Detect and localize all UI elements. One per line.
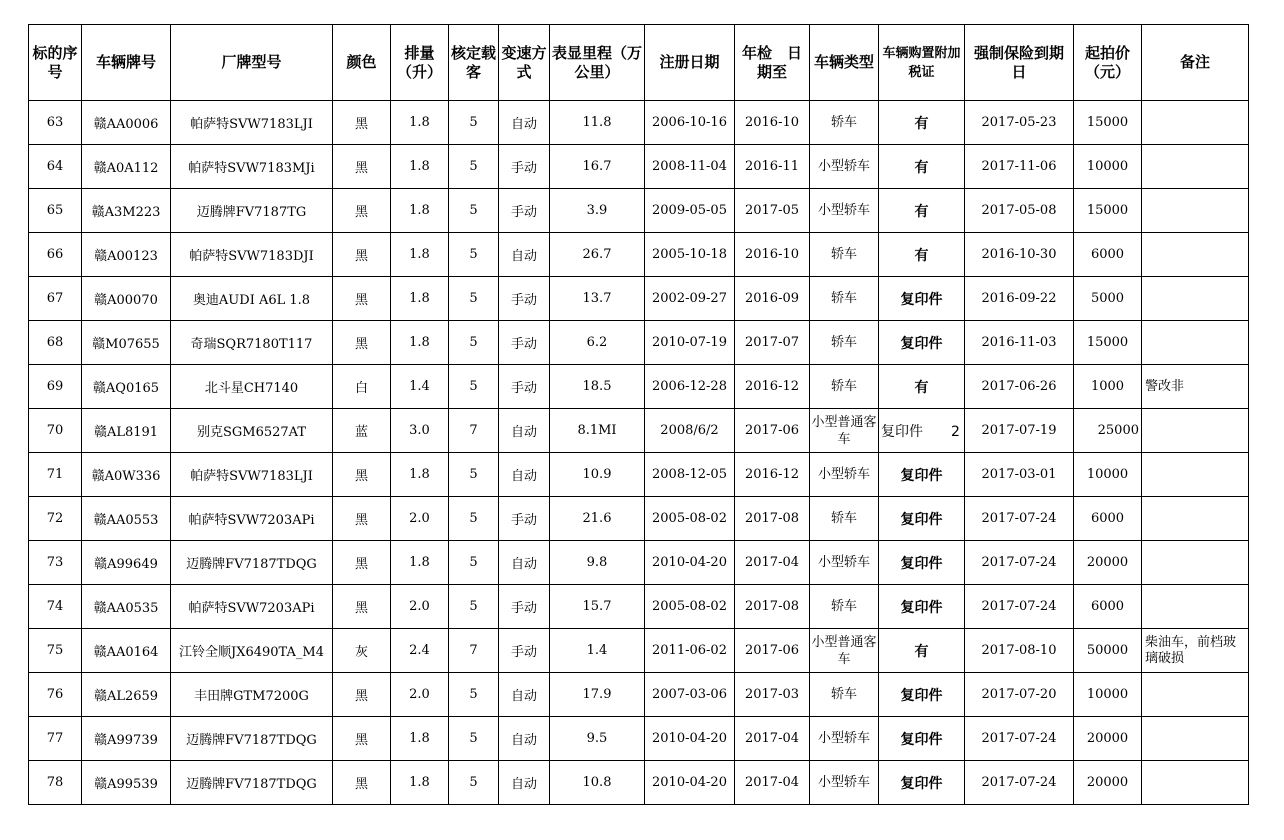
cell-plate: 赣AA0553	[82, 497, 171, 541]
cell-register-date: 2010-04-20	[645, 761, 735, 805]
cell-transmission: 手动	[499, 497, 550, 541]
cell-model: 帕萨特SVW7183MJi	[171, 145, 333, 189]
cell-model: 帕萨特SVW7183LJI	[171, 101, 333, 145]
cell-insurance-date: 2017-07-20	[965, 673, 1074, 717]
cell-displacement: 1.8	[391, 453, 449, 497]
cell-displacement: 1.8	[391, 717, 449, 761]
cell-seats: 5	[449, 761, 499, 805]
cell-color: 黑	[333, 189, 391, 233]
cell-insurance-date: 2017-07-24	[965, 761, 1074, 805]
table-row	[29, 717, 1249, 761]
cell-displacement: 2.0	[391, 497, 449, 541]
cell-lot-no: 75	[29, 629, 82, 673]
cell-plate: 赣AQ0165	[82, 365, 171, 409]
cell-color: 黑	[333, 101, 391, 145]
cell-mileage: 1.4	[550, 629, 645, 673]
cell-vehicle-type: 轿车	[810, 585, 879, 629]
cell-vehicle-type: 轿车	[810, 101, 879, 145]
table-row	[29, 233, 1249, 277]
cell-plate: 赣M07655	[82, 321, 171, 365]
cell-color: 黑	[333, 761, 391, 805]
cell-register-date: 2008/6/2	[645, 409, 735, 453]
cell-displacement: 1.8	[391, 321, 449, 365]
cell-start-price: 5000	[1074, 277, 1142, 321]
cell-plate: 赣AL2659	[82, 673, 171, 717]
cell-model: 迈腾牌FV7187TG	[171, 189, 333, 233]
cell-mileage: 3.9	[550, 189, 645, 233]
cell-plate: 赣A99649	[82, 541, 171, 585]
cell-insurance-date: 2017-07-24	[965, 585, 1074, 629]
cell-inspection-date: 2016-10	[735, 101, 810, 145]
cell-color: 黑	[333, 233, 391, 277]
cell-seats: 5	[449, 277, 499, 321]
cell-insurance-date: 2017-11-06	[965, 145, 1074, 189]
cell-mileage: 15.7	[550, 585, 645, 629]
table-row	[29, 145, 1249, 189]
header-insurance-date: 强制保险到期日	[965, 25, 1074, 101]
cell-plate: 赣A99539	[82, 761, 171, 805]
cell-start-price: 50000	[1074, 629, 1142, 673]
cell-remarks	[1142, 189, 1249, 233]
cell-insurance-date: 2017-07-24	[965, 497, 1074, 541]
cell-start-price: 10000	[1074, 145, 1142, 189]
cell-seats: 5	[449, 233, 499, 277]
cell-transmission: 手动	[499, 189, 550, 233]
cell-remarks	[1142, 321, 1249, 365]
cell-model: 奥迪AUDI A6L 1.8	[171, 277, 333, 321]
cell-model: 帕萨特SVW7183LJI	[171, 453, 333, 497]
cell-start-price: 20000	[1074, 717, 1142, 761]
header-lot-no: 标的序号	[29, 25, 82, 101]
cell-transmission: 手动	[499, 365, 550, 409]
cell-plate: 赣A00123	[82, 233, 171, 277]
header-color: 颜色	[333, 25, 391, 101]
cell-model: 迈腾牌FV7187TDQG	[171, 717, 333, 761]
header-vehicle-type: 车辆类型	[810, 25, 879, 101]
cell-lot-no: 64	[29, 145, 82, 189]
cell-inspection-date: 2016-12	[735, 453, 810, 497]
cell-color: 黑	[333, 717, 391, 761]
cell-purchase-tax: 有	[879, 233, 965, 277]
cell-lot-no: 77	[29, 717, 82, 761]
cell-start-price: 10000	[1074, 673, 1142, 717]
cell-start-price: 15000	[1074, 189, 1142, 233]
cell-lot-no: 63	[29, 101, 82, 145]
cell-insurance-date: 2016-11-03	[965, 321, 1074, 365]
cell-purchase-tax: 有	[879, 189, 965, 233]
cell-inspection-date: 2017-06	[735, 409, 810, 453]
cell-model: 北斗星CH7140	[171, 365, 333, 409]
cell-register-date: 2010-07-19	[645, 321, 735, 365]
cell-register-date: 2005-08-02	[645, 585, 735, 629]
cell-purchase-tax: 复印件	[879, 321, 965, 365]
cell-start-price: 6000	[1074, 585, 1142, 629]
cell-seats: 5	[449, 101, 499, 145]
cell-seats: 5	[449, 321, 499, 365]
cell-mileage: 21.6	[550, 497, 645, 541]
cell-inspection-date: 2017-06	[735, 629, 810, 673]
cell-plate: 赣AA0006	[82, 101, 171, 145]
cell-model: 奇瑞SQR7180T117	[171, 321, 333, 365]
cell-transmission: 自动	[499, 761, 550, 805]
cell-plate: 赣A99739	[82, 717, 171, 761]
cell-purchase-tax: 复印件	[879, 673, 965, 717]
header-register-date: 注册日期	[645, 25, 735, 101]
cell-vehicle-type: 轿车	[810, 673, 879, 717]
cell-displacement: 1.8	[391, 233, 449, 277]
header-remarks: 备注	[1142, 25, 1249, 101]
cell-purchase-tax: 有	[879, 101, 965, 145]
cell-insurance-date: 2017-07-19	[965, 409, 1074, 453]
cell-inspection-date: 2017-04	[735, 541, 810, 585]
cell-remarks	[1142, 277, 1249, 321]
cell-register-date: 2005-10-18	[645, 233, 735, 277]
cell-seats: 5	[449, 453, 499, 497]
cell-transmission: 手动	[499, 145, 550, 189]
cell-mileage: 8.1MI	[550, 409, 645, 453]
table-row	[29, 673, 1249, 717]
cell-transmission: 自动	[499, 233, 550, 277]
header-inspection-date: 年检 日期至	[735, 25, 810, 101]
table-row	[29, 365, 1249, 409]
header-plate: 车辆牌号	[82, 25, 171, 101]
header-row	[29, 25, 1249, 101]
cell-plate: 赣A0A112	[82, 145, 171, 189]
cell-color: 黑	[333, 541, 391, 585]
cell-color: 黑	[333, 453, 391, 497]
cell-displacement: 1.8	[391, 189, 449, 233]
cell-mileage: 17.9	[550, 673, 645, 717]
cell-plate: 赣A00070	[82, 277, 171, 321]
cell-mileage: 11.8	[550, 101, 645, 145]
cell-mileage: 9.8	[550, 541, 645, 585]
header-start-price: 起拍价（元）	[1074, 25, 1142, 101]
cell-seats: 5	[449, 189, 499, 233]
cell-plate: 赣AL8191	[82, 409, 171, 453]
header-transmission: 变速方式	[499, 25, 550, 101]
cell-displacement: 2.4	[391, 629, 449, 673]
cell-inspection-date: 2017-07	[735, 321, 810, 365]
cell-model: 别克SGM6527AT	[171, 409, 333, 453]
table-row	[29, 585, 1249, 629]
cell-remarks	[1142, 453, 1249, 497]
cell-insurance-date: 2017-03-01	[965, 453, 1074, 497]
cell-remarks	[1142, 409, 1249, 453]
cell-insurance-date: 2016-09-22	[965, 277, 1074, 321]
cell-inspection-date: 2017-05	[735, 189, 810, 233]
cell-color: 白	[333, 365, 391, 409]
cell-start-price: 6000	[1074, 497, 1142, 541]
cell-register-date: 2008-12-05	[645, 453, 735, 497]
cell-remarks	[1142, 101, 1249, 145]
cell-transmission: 手动	[499, 321, 550, 365]
cell-purchase-tax: 复印件	[879, 585, 965, 629]
cell-lot-no: 73	[29, 541, 82, 585]
cell-vehicle-type: 小型轿车	[810, 189, 879, 233]
cell-color: 黑	[333, 145, 391, 189]
cell-vehicle-type: 轿车	[810, 321, 879, 365]
table-row	[29, 189, 1249, 233]
cell-inspection-date: 2016-11	[735, 145, 810, 189]
header-displacement: 排量（升）	[391, 25, 449, 101]
cell-lot-no: 78	[29, 761, 82, 805]
cell-purchase-tax: 复印件	[879, 541, 965, 585]
cell-insurance-date: 2017-08-10	[965, 629, 1074, 673]
cell-start-price: 15000	[1074, 321, 1142, 365]
cell-insurance-date: 2017-05-08	[965, 189, 1074, 233]
cell-remarks	[1142, 233, 1249, 277]
cell-remarks	[1142, 497, 1249, 541]
cell-model: 帕萨特SVW7203APi	[171, 585, 333, 629]
cell-color: 灰	[333, 629, 391, 673]
cell-register-date: 2005-08-02	[645, 497, 735, 541]
cell-start-price: 20000	[1074, 761, 1142, 805]
cell-lot-no: 68	[29, 321, 82, 365]
table-row	[29, 409, 1249, 453]
cell-purchase-tax: 复印件	[879, 277, 965, 321]
cell-model: 江铃全顺JX6490TA_M4	[171, 629, 333, 673]
cell-transmission: 自动	[499, 541, 550, 585]
cell-purchase-tax: 有	[879, 629, 965, 673]
table-row	[29, 101, 1249, 145]
cell-vehicle-type: 轿车	[810, 277, 879, 321]
cell-transmission: 手动	[499, 277, 550, 321]
table-row	[29, 629, 1249, 673]
cell-insurance-date: 2017-07-24	[965, 541, 1074, 585]
cell-plate: 赣AA0535	[82, 585, 171, 629]
cell-purchase-tax: 复印件	[879, 497, 965, 541]
cell-vehicle-type: 小型轿车	[810, 453, 879, 497]
cell-mileage: 6.2	[550, 321, 645, 365]
cell-purchase-tax: 有	[879, 365, 965, 409]
cell-remarks	[1142, 673, 1249, 717]
cell-remarks	[1142, 717, 1249, 761]
cell-register-date: 2010-04-20	[645, 541, 735, 585]
header-model: 厂牌型号	[171, 25, 333, 101]
cell-register-date: 2010-04-20	[645, 717, 735, 761]
cell-seats: 7	[449, 629, 499, 673]
cell-inspection-date: 2017-04	[735, 761, 810, 805]
cell-vehicle-type: 小型普通客车	[810, 629, 879, 673]
cell-transmission: 自动	[499, 673, 550, 717]
cell-mileage: 9.5	[550, 717, 645, 761]
cell-model: 帕萨特SVW7183DJI	[171, 233, 333, 277]
cell-displacement: 2.0	[391, 673, 449, 717]
table-row	[29, 277, 1249, 321]
cell-insurance-date: 2016-10-30	[965, 233, 1074, 277]
cell-seats: 5	[449, 585, 499, 629]
cell-mileage: 10.8	[550, 761, 645, 805]
cell-seats: 5	[449, 717, 499, 761]
cell-start-price: 25000	[1074, 409, 1142, 453]
cell-transmission: 自动	[499, 717, 550, 761]
cell-mileage: 26.7	[550, 233, 645, 277]
cell-remarks: 警改非	[1142, 365, 1249, 409]
cell-seats: 5	[449, 145, 499, 189]
cell-plate: 赣AA0164	[82, 629, 171, 673]
cell-register-date: 2006-10-16	[645, 101, 735, 145]
cell-purchase-tax: 复印件	[879, 453, 965, 497]
cell-model: 帕萨特SVW7203APi	[171, 497, 333, 541]
cell-mileage: 18.5	[550, 365, 645, 409]
cell-mileage: 16.7	[550, 145, 645, 189]
table-row	[29, 497, 1249, 541]
cell-displacement: 1.4	[391, 365, 449, 409]
cell-lot-no: 70	[29, 409, 82, 453]
cell-vehicle-type: 小型轿车	[810, 761, 879, 805]
cell-purchase-tax: 复印件	[879, 717, 965, 761]
table-row	[29, 541, 1249, 585]
cell-model: 迈腾牌FV7187TDQG	[171, 761, 333, 805]
cell-remarks: 柴油车，前档玻璃破损	[1142, 629, 1249, 673]
cell-start-price: 15000	[1074, 101, 1142, 145]
cell-lot-no: 72	[29, 497, 82, 541]
cell-register-date: 2007-03-06	[645, 673, 735, 717]
cell-transmission: 自动	[499, 409, 550, 453]
cell-register-date: 2008-11-04	[645, 145, 735, 189]
cell-lot-no: 71	[29, 453, 82, 497]
cell-seats: 5	[449, 497, 499, 541]
cell-plate: 赣A0W336	[82, 453, 171, 497]
cell-color: 黑	[333, 497, 391, 541]
cell-displacement: 1.8	[391, 541, 449, 585]
cell-remarks	[1142, 145, 1249, 189]
cell-register-date: 2009-05-05	[645, 189, 735, 233]
cell-displacement: 1.8	[391, 277, 449, 321]
cell-start-price: 1000	[1074, 365, 1142, 409]
table-row	[29, 453, 1249, 497]
cell-inspection-date: 2016-12	[735, 365, 810, 409]
cell-lot-no: 76	[29, 673, 82, 717]
cell-plate: 赣A3M223	[82, 189, 171, 233]
cell-seats: 7	[449, 409, 499, 453]
cell-start-price: 6000	[1074, 233, 1142, 277]
cell-purchase-tax: 有	[879, 145, 965, 189]
cell-displacement: 3.0	[391, 409, 449, 453]
cell-lot-no: 65	[29, 189, 82, 233]
cell-inspection-date: 2016-09	[735, 277, 810, 321]
header-seats: 核定载客	[449, 25, 499, 101]
cell-inspection-date: 2017-08	[735, 497, 810, 541]
cell-displacement: 1.8	[391, 761, 449, 805]
cell-vehicle-type: 小型轿车	[810, 717, 879, 761]
cell-vehicle-type: 小型轿车	[810, 541, 879, 585]
table-row	[29, 321, 1249, 365]
cell-lot-no: 66	[29, 233, 82, 277]
cell-displacement: 1.8	[391, 101, 449, 145]
cell-remarks	[1142, 585, 1249, 629]
cell-color: 黑	[333, 321, 391, 365]
cell-displacement: 2.0	[391, 585, 449, 629]
header-mileage: 表显里程（万公里）	[550, 25, 645, 101]
vehicle-auction-table	[28, 24, 1249, 805]
cell-inspection-date: 2016-10	[735, 233, 810, 277]
cell-transmission: 自动	[499, 101, 550, 145]
cell-transmission: 手动	[499, 629, 550, 673]
cell-seats: 5	[449, 541, 499, 585]
cell-mileage: 10.9	[550, 453, 645, 497]
cell-start-price: 10000	[1074, 453, 1142, 497]
header-purchase-tax: 车辆购置附加税证	[879, 25, 965, 101]
cell-color: 黑	[333, 277, 391, 321]
cell-seats: 5	[449, 673, 499, 717]
cell-vehicle-type: 轿车	[810, 365, 879, 409]
cell-inspection-date: 2017-04	[735, 717, 810, 761]
cell-purchase-tax: 复印件 2	[879, 409, 965, 453]
cell-model: 迈腾牌FV7187TDQG	[171, 541, 333, 585]
cell-color: 黑	[333, 585, 391, 629]
cell-seats: 5	[449, 365, 499, 409]
cell-displacement: 1.8	[391, 145, 449, 189]
cell-remarks	[1142, 541, 1249, 585]
cell-color: 蓝	[333, 409, 391, 453]
cell-start-price: 20000	[1074, 541, 1142, 585]
cell-register-date: 2006-12-28	[645, 365, 735, 409]
cell-mileage: 13.7	[550, 277, 645, 321]
cell-remarks	[1142, 761, 1249, 805]
cell-insurance-date: 2017-07-24	[965, 717, 1074, 761]
cell-vehicle-type: 轿车	[810, 233, 879, 277]
cell-purchase-tax: 复印件	[879, 761, 965, 805]
cell-color: 黑	[333, 673, 391, 717]
cell-model: 丰田牌GTM7200G	[171, 673, 333, 717]
table-row	[29, 761, 1249, 805]
cell-insurance-date: 2017-05-23	[965, 101, 1074, 145]
cell-register-date: 2011-06-02	[645, 629, 735, 673]
cell-vehicle-type: 轿车	[810, 497, 879, 541]
cell-inspection-date: 2017-08	[735, 585, 810, 629]
cell-vehicle-type: 小型轿车	[810, 145, 879, 189]
cell-insurance-date: 2017-06-26	[965, 365, 1074, 409]
cell-register-date: 2002-09-27	[645, 277, 735, 321]
cell-transmission: 手动	[499, 585, 550, 629]
cell-vehicle-type: 小型普通客车	[810, 409, 879, 453]
cell-lot-no: 69	[29, 365, 82, 409]
cell-lot-no: 67	[29, 277, 82, 321]
cell-inspection-date: 2017-03	[735, 673, 810, 717]
cell-transmission: 自动	[499, 453, 550, 497]
cell-lot-no: 74	[29, 585, 82, 629]
